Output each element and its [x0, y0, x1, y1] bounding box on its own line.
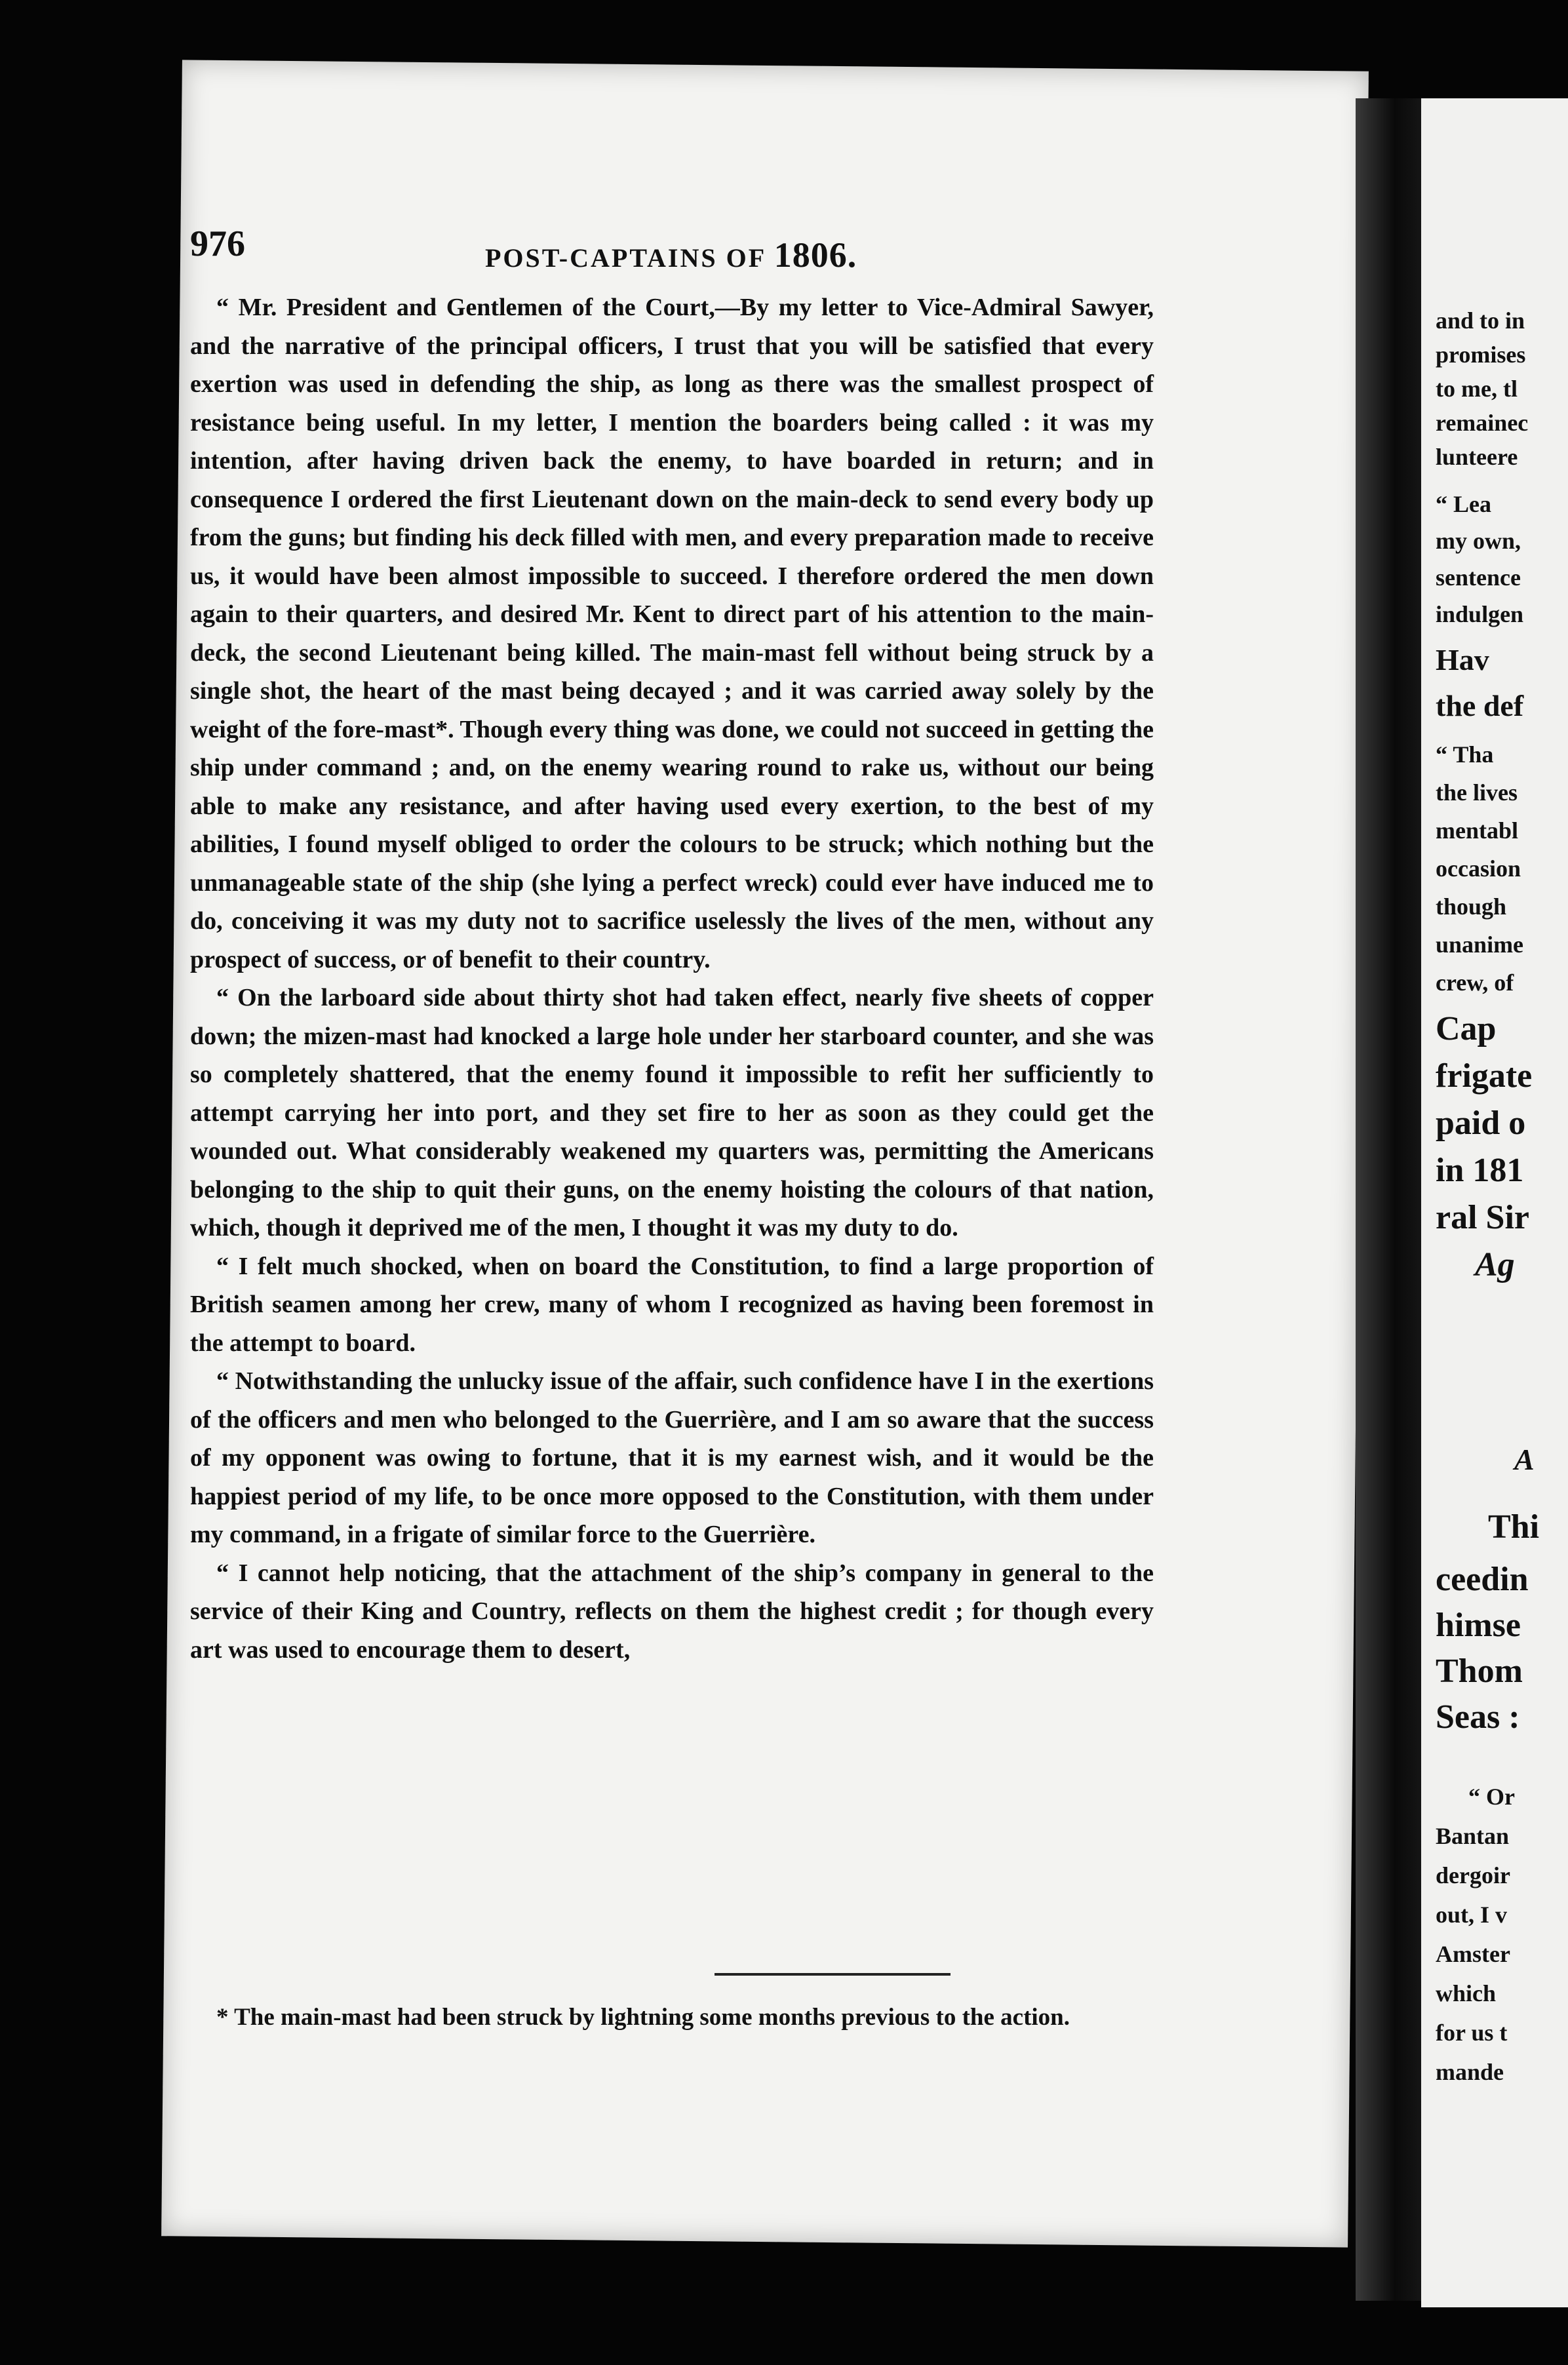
facing-line: frigate: [1436, 1057, 1533, 1095]
facing-line: dergoir: [1436, 1862, 1510, 1888]
running-head-text: POST-CAPTAINS OF: [485, 243, 766, 273]
facing-line: my own,: [1436, 528, 1521, 554]
footnote-rule: [715, 1973, 951, 1976]
facing-line: Seas :: [1436, 1698, 1520, 1736]
running-head-year: 1806.: [774, 235, 857, 275]
book-gutter: [1356, 98, 1421, 2301]
facing-line: ceedin: [1436, 1561, 1529, 1598]
paragraph: “ Notwithstanding the unlucky issue of the affair, such confidence have I in the exertions of the officers and men who belonged to the Guerrière, and I am so aware that the success of my opponent was owing to fortune, that it is my earnest wish, and it would be the happiest period of my life, to be once more opposed to the Constitution, with them under my command, in a frigate of similar force to the Guerrière.: [190, 1367, 1154, 1548]
facing-line: the def: [1436, 689, 1524, 722]
paragraph: “ On the larboard side about thirty shot had taken effect, nearly five sheets of copper down; the mizen-mast had knocked a large hole under her starboard counter, and she was so completely shattered, that the enemy found it impossible to refit her sufficiently to attempt carrying her into port, and they set fire to her as soon as they could get the wounded out. What considerably weakened my quarters was, permitting the Americans belonging to the ship to quit their guns, on the enemy hoisting the colours of that nation, which, though it deprived me of the men, I thought it was my duty to do.: [190, 984, 1154, 1241]
paragraph: “ I felt much shocked, when on board the Constitution, to find a large proportion of British seamen among her crew, many of whom I recognized as having been foremost in the attempt to board.: [190, 1252, 1154, 1357]
paragraph: “ I cannot help noticing, that the attachment of the ship’s company in general to the service of their King and Country, reflects on them the highest credit ; for though every art was used to encourage them to desert,: [190, 1559, 1154, 1664]
running-head: [485, 235, 857, 275]
facing-line: to me, tl: [1436, 376, 1518, 402]
facing-line: lunteere: [1436, 444, 1518, 470]
facing-line: Hav: [1436, 643, 1489, 676]
page-header: [190, 223, 1160, 295]
facing-line: unanime: [1436, 931, 1524, 958]
facing-line: “ Tha: [1436, 741, 1494, 768]
facing-line: indulgen: [1436, 601, 1524, 627]
facing-line: in 181: [1436, 1152, 1524, 1189]
facing-line: Ag: [1475, 1246, 1515, 1283]
facing-line: for us t: [1436, 2020, 1508, 2046]
facing-line: Thom: [1436, 1652, 1523, 1690]
facing-line: mentabl: [1436, 817, 1518, 844]
body-text: [190, 288, 1154, 1669]
paragraph: “ Mr. President and Gentlemen of the Court,—By my letter to Vice-Admiral Sawyer, and the narrative of the principal officers, I trust that you will be satisfied that every exertion was used in defending the ship, as long as there was the smallest prospect of resistance being useful. In my letter, I mention the boarders being called : it was my intention, after having driven back the enemy, to have boarded in return; and in consequence I ordered the first Lieutenant down on the main-deck to send every body up from the guns; but finding his deck filled with men, and every preparation made to receive us, it would have been almost impossible to succeed. I therefore ordered the men down again to their quarters, and desired Mr. Kent to direct part of his attention to the main-deck, the second Lieutenant being killed. The main-mast fell without being struck by a single shot, the heart of the mast being decayed ; and it was carried away solely by the weight of the fore-mast*. Though every thing was done, we could not succeed in getting the ship under command ; and, on the enemy wearing round to rake us, without our being able to make any resistance, and after having used every exertion, to the best of my abilities, I found myself obliged to order the colours to be struck; which nothing but the unmanageable state of the ship (she lying a perfect wreck) could ever have induced me to do, conceiving it was my duty not to sacrifice uselessly the lives of the men, without any prospect of success, or of benefit to their country.: [190, 294, 1154, 973]
book-page-right: [1421, 98, 1568, 2307]
facing-line: out, I v: [1436, 1902, 1508, 1928]
footnote: * The main-mast had been struck by lightning some months previous to the action.: [216, 2004, 1070, 2031]
facing-line: occasion: [1436, 855, 1521, 882]
facing-line: Thi: [1488, 1508, 1540, 1546]
facing-line: Cap: [1436, 1010, 1497, 1047]
facing-line: which: [1436, 1980, 1497, 2006]
facing-line: A: [1514, 1443, 1535, 1476]
facing-line: remainec: [1436, 410, 1529, 436]
facing-line: ral Sir: [1436, 1199, 1529, 1236]
facing-line: himse: [1436, 1607, 1521, 1644]
facing-line: promises: [1436, 342, 1526, 368]
facing-line: Amster: [1436, 1941, 1510, 1967]
page-number: 976: [190, 224, 245, 264]
facing-line: the lives: [1436, 779, 1518, 806]
facing-line: “ Or: [1468, 1784, 1515, 1810]
facing-line: though: [1436, 893, 1507, 920]
facing-line: Bantan: [1436, 1823, 1510, 1849]
facing-line: paid o: [1436, 1104, 1526, 1142]
facing-line: sentence: [1436, 564, 1521, 591]
facing-line: mande: [1436, 2059, 1504, 2085]
facing-line: and to in: [1436, 307, 1525, 334]
facing-line: “ Lea: [1436, 491, 1491, 517]
facing-line: crew, of: [1436, 969, 1514, 996]
